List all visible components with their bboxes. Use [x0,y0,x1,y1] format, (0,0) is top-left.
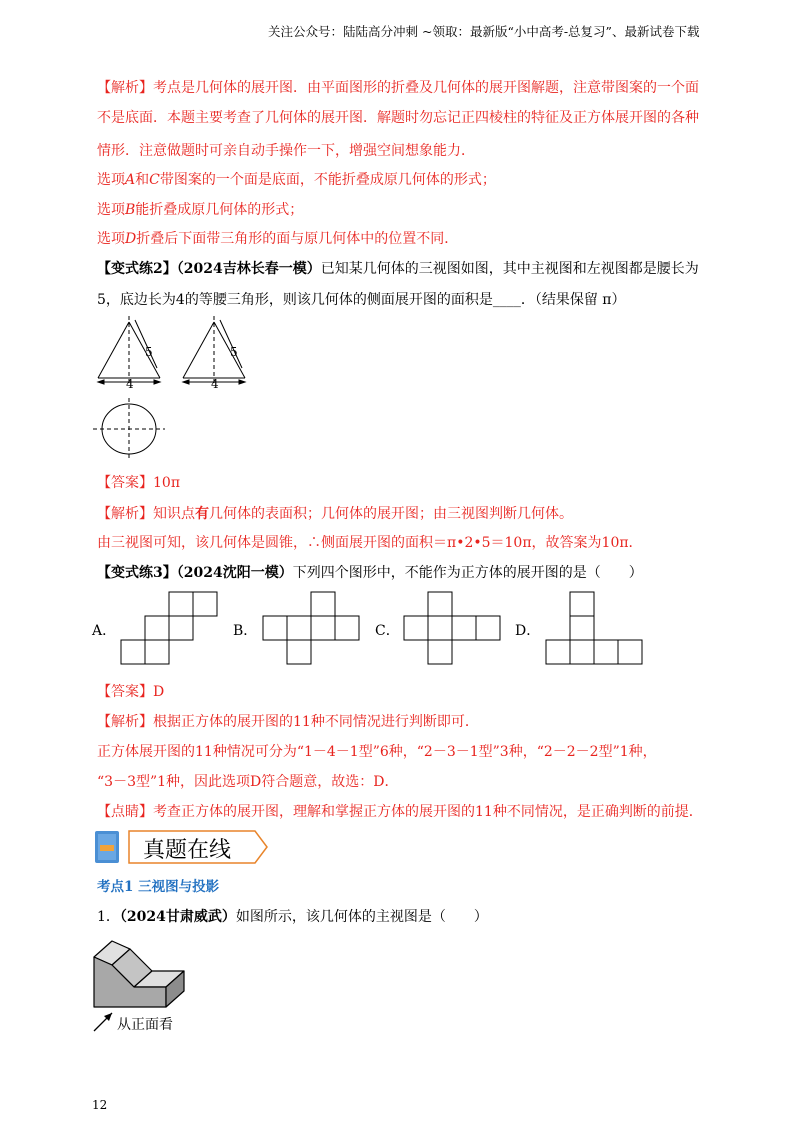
net-option-b [263,592,359,664]
option-a-label: A． [92,623,117,639]
front-base-label: 4 [126,377,134,391]
net-option-a [121,592,217,664]
option-b-label: B． [233,623,258,639]
analysis-line-2: 不是底面．本题主要考查了几何体的展开图．解题时勿忘记正四棱柱的特征及正方体展开图的各种 [97,110,699,126]
analysis-line-3: 情形．注意做题时可亲自动手操作一下，增强空间想象能力． [97,143,475,159]
left-base-label: 4 [211,377,219,391]
left-side-label: 5 [230,345,238,359]
exercise-3-answer: 【答案】D [97,684,165,700]
knowledge-point-title: 考点1 三视图与投影 [97,879,220,895]
page-number: 12 [92,1098,108,1112]
exercise-2-label: 【变式练2】 [97,261,177,277]
exercise-3-label: 【变式练3】 [97,565,177,581]
analysis-label: 【解析】 [97,80,153,96]
option-b-note: 选项B能折叠成原几何体的形式； [97,202,304,218]
question-1: 1．（2024甘肃威武）如图所示，该几何体的主视图是（ ） [97,909,488,925]
exercise-3-question: 【变式练3】（2024沈阳一模）下列四个图形中，不能作为正方体的展开图的是（ ） [97,565,643,581]
exercise-2-question: 【变式练2】（2024吉林长春一模）已知某几何体的三视图如图，其中主视图和左视图都是腰长为 [97,261,699,277]
option-d-note: 选项D折叠后下面带三角形的面与原几何体中的位置不同． [97,231,459,247]
exercise-2-question-line-2: 5，底边长为4的等腰三角形，则该几何体的侧面展开图的面积是____．（结果保留 π） [97,292,626,308]
exercise-3-analysis: 【解析】根据正方体的展开图的11种不同情况进行判断即可． [97,714,479,730]
option-ac-note: 选项A和C带图案的一个面是底面，不能折叠成原几何体的形式； [97,172,496,188]
option-c-label: C． [375,623,400,639]
exercise-3-analysis-line-3: “3－3型”1种，因此选项D符合题意，故选：D． [97,774,399,790]
section-title: 真题在线 [143,838,232,863]
option-d-label: D． [515,623,541,639]
exercise-3-analysis-line-2: 正方体展开图的11种情况可分为“1－4－1型”6种，“2－3－1型”3种，“2－2－2型”1种， [97,744,657,760]
exercise-2-analysis: 【解析】知识点有几何体的表面积；几何体的展开图；由三视图判断几何体。 [97,506,573,522]
book-icon [95,831,119,863]
net-option-d [546,592,642,664]
exercise-2-answer: 【答案】10π [97,475,181,491]
page-header: 关注公众号：陆陆高分冲刺 ~领取：最新版“小中高考-总复习”、最新试卷下载 [268,24,700,39]
exercise-2-analysis-line-2: 由三视图可知，该几何体是圆锥，∴侧面展开图的面积＝π•2•5＝10π，故答案为10π． [97,535,643,551]
view-direction-label: 从正面看 [117,1017,173,1033]
exercise-3-source: （2024沈阳一模） [176,565,293,581]
front-side-label: 5 [145,345,153,359]
net-option-c [404,592,500,664]
exercise-2-source: （2024吉林长春一模） [176,261,321,277]
exercise-3-comment: 【点睛】考查正方体的展开图，理解和掌握正方体的展开图的11种不同情况，是正确判断的前提． [97,804,703,820]
analysis-line-1: 【解析】考点是几何体的展开图．由平面图形的折叠及几何体的展开图解题，注意带图案的一个面 [97,80,699,96]
